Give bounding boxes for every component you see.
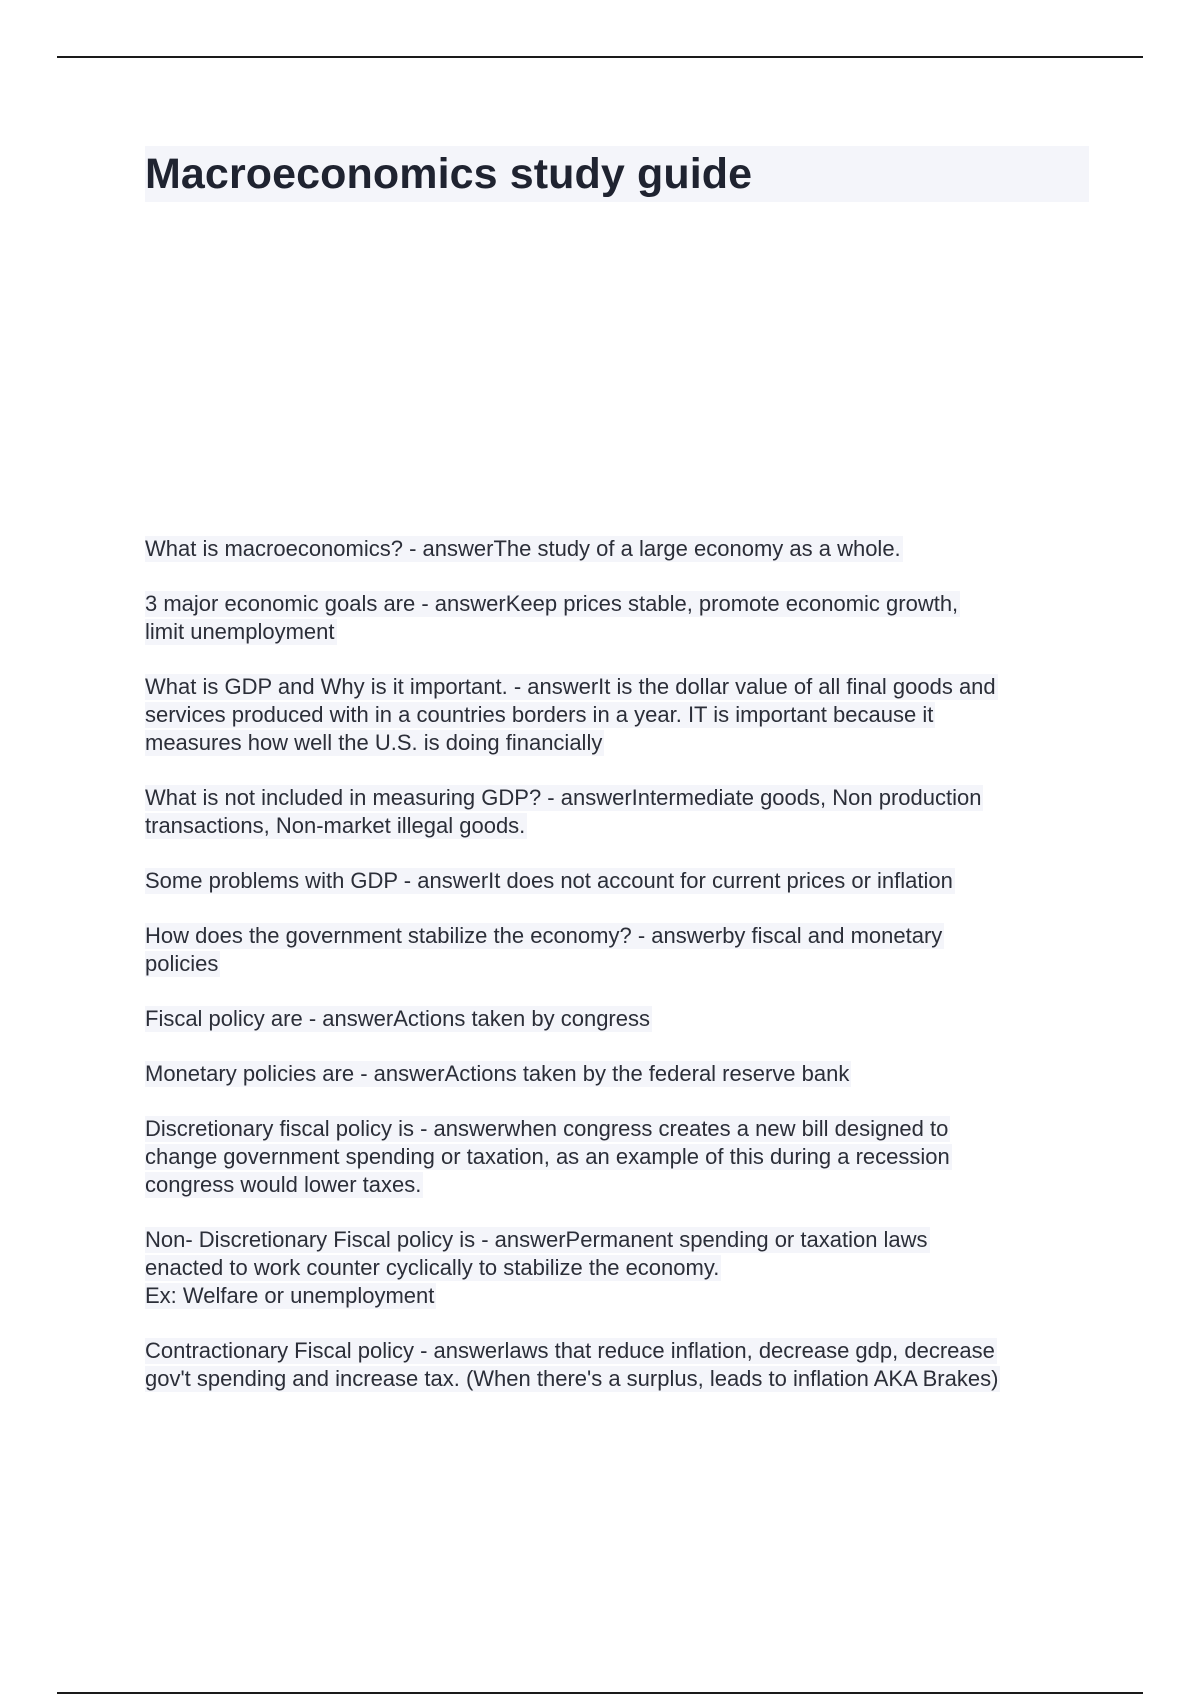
page-title: Macroeconomics study guide [145, 150, 753, 198]
qa-line: policies [145, 951, 219, 976]
qa-line: limit unemployment [145, 619, 335, 644]
qa-item [145, 784, 1095, 840]
qa-line: congress would lower taxes. [145, 1172, 422, 1197]
qa-line: How does the government stabilize the economy? - answerby fiscal and monetary [145, 923, 943, 948]
qa-item [145, 1226, 1095, 1310]
qa-line: transactions, Non-market illegal goods. [145, 813, 526, 838]
header-rule [57, 56, 1143, 58]
qa-item [145, 673, 1095, 757]
qa-line: change government spending or taxation, as an example of this during a recession [145, 1144, 950, 1169]
qa-line: What is macroeconomics? - answerThe study of a large economy as a whole. [145, 536, 901, 561]
qa-line: 3 major economic goals are - answerKeep prices stable, promote economic growth, [145, 591, 959, 616]
qa-line: Some problems with GDP - answerIt does not account for current prices or inflation [145, 868, 953, 893]
qa-line: enacted to work counter cyclically to stabilize the economy. [145, 1255, 720, 1280]
qa-item [145, 590, 1095, 646]
qa-item [145, 1115, 1095, 1199]
qa-item [145, 1005, 1095, 1033]
qa-line: services produced with in a countries borders in a year. IT is important because it [145, 702, 934, 727]
footer-rule [57, 1692, 1143, 1694]
qa-line: gov't spending and increase tax. (When there's a surplus, leads to inflation AKA Brakes) [145, 1366, 999, 1391]
qa-item [145, 922, 1095, 978]
qa-line: Non- Discretionary Fiscal policy is - answerPermanent spending or taxation laws [145, 1227, 928, 1252]
qa-list [145, 535, 1095, 1420]
qa-line: Fiscal policy are - answerActions taken by congress [145, 1006, 650, 1031]
qa-line: What is GDP and Why is it important. - answerIt is the dollar value of all final goods and [145, 674, 996, 699]
qa-item [145, 535, 1095, 563]
qa-line: Monetary policies are - answerActions taken by the federal reserve bank [145, 1061, 850, 1086]
qa-item [145, 1060, 1095, 1088]
qa-line: What is not included in measuring GDP? - answerIntermediate goods, Non production [145, 785, 982, 810]
qa-line: Contractionary Fiscal policy - answerlaws that reduce inflation, decrease gdp, decrease [145, 1338, 995, 1363]
qa-line: Discretionary fiscal policy is - answerwhen congress creates a new bill designed to [145, 1116, 949, 1141]
qa-line: Ex: Welfare or unemployment [145, 1283, 435, 1308]
qa-item [145, 1337, 1095, 1393]
qa-line: measures how well the U.S. is doing financially [145, 730, 603, 755]
qa-item [145, 867, 1095, 895]
